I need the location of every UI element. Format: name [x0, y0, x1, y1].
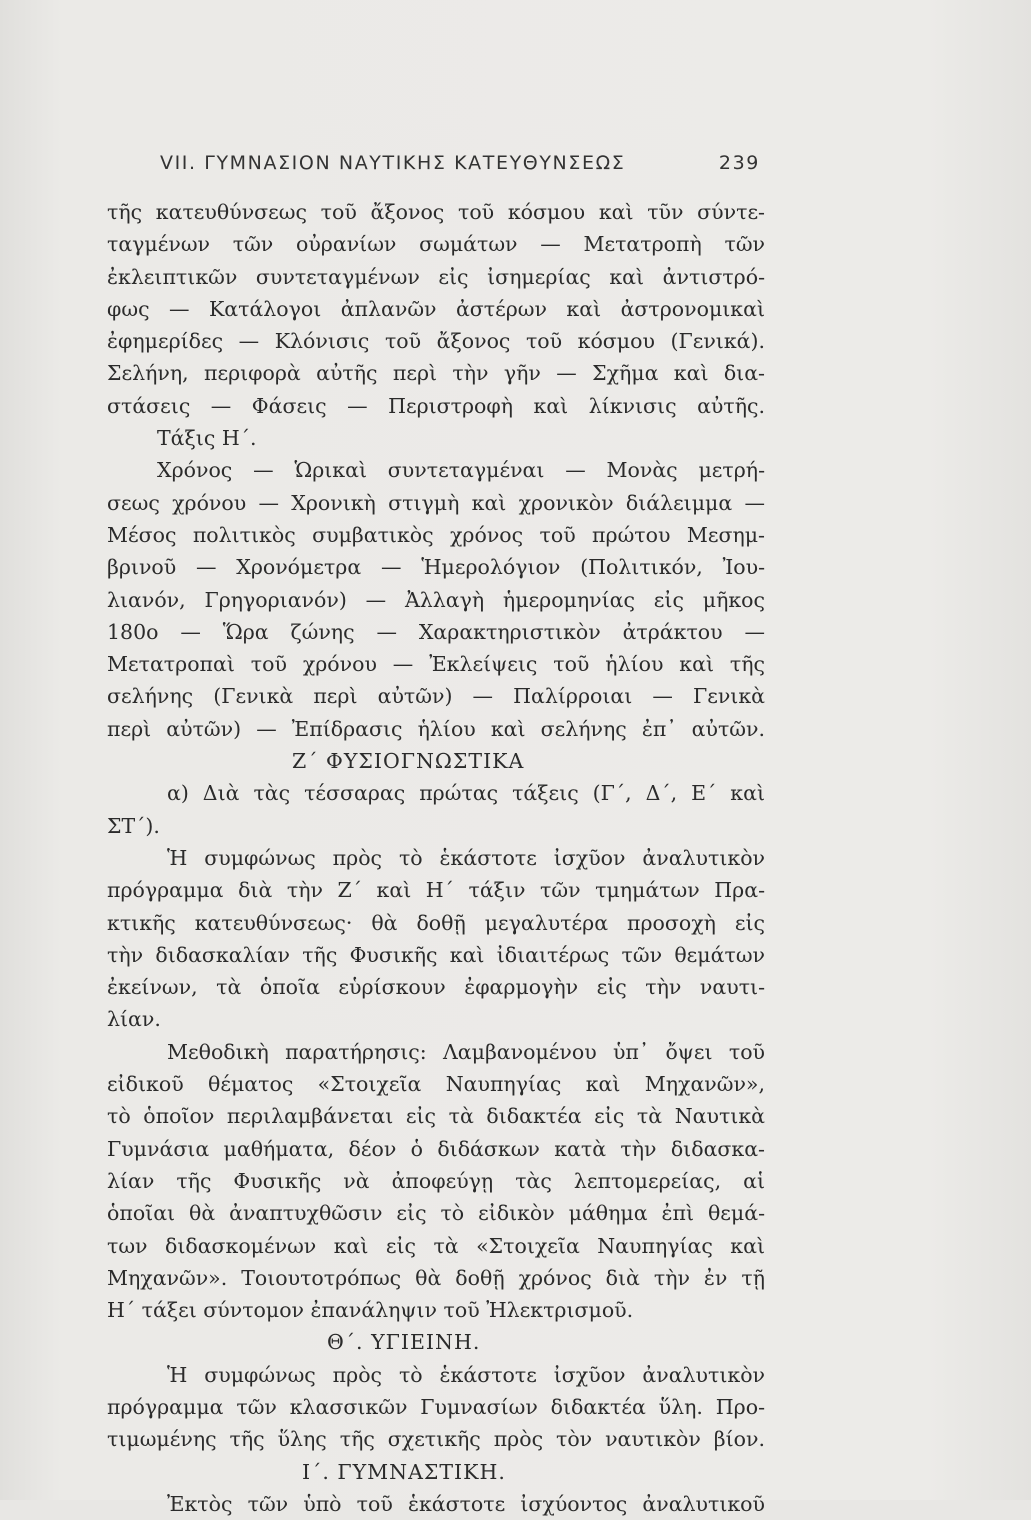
text-line: Μεθοδικὴ παρατήρησις: Λαμβανομένου ὑπ᾽ ὄψει τοῦ — [167, 1039, 765, 1064]
text-line: σελήνης (Γενικὰ περὶ αὐτῶν) — Παλίρροιαι — Γενικὰ — [107, 684, 765, 709]
text-line: Μετατροπαὶ τοῦ χρόνου — Ἐκλείψεις τοῦ ἡλίου καὶ τῆς — [107, 652, 765, 677]
text-line: εἰδικοῦ θέματος «Στοιχεῖα Ναυπηγίας καὶ Μηχανῶν», — [107, 1072, 765, 1097]
text-line: Ἡ συμφώνως πρὸς τὸ ἑκάστοτε ἰσχῦον ἀναλυτικὸν — [167, 1362, 765, 1387]
text-line: λίαν. — [107, 1007, 161, 1032]
text-line: λιανόν, Γρηγοριανόν) — Ἀλλαγὴ ἡμερομηνίας εἰς μῆκος — [107, 587, 765, 612]
text-line: Χρόνος — Ὡρικαὶ συντεταγμέναι — Μονὰς μετρή- — [157, 458, 765, 483]
text-line: 180ο — Ὥρα ζώνης — Χαρακτηριστικὸν ἀτράκτου — — [107, 619, 765, 644]
text-line: Ἐκτὸς τῶν ὑπὸ τοῦ ἑκάστοτε ἰσχύοντος ἀναλυτικοῦ — [167, 1491, 765, 1516]
text-line: κτικῆς κατευθύνσεως· θὰ δοθῇ μεγαλυτέρα προσοχὴ εἰς — [107, 910, 765, 935]
section-heading-ygieini: Θ΄. ΥΓΙΕΙΝΗ. — [327, 1330, 481, 1355]
text-line: πρόγραμμα διὰ τὴν Ζ΄ καὶ Η΄ τάξιν τῶν τμημάτων Πρα- — [107, 878, 765, 903]
text-line: Μέσος πολιτικὸς συμβατικὸς χρόνος τοῦ πρώτου Μεσημ- — [107, 522, 765, 547]
chapter-title: VII. ΓΥΜΝΑΣΙΟΝ ΝΑΥΤΙΚΗΣ ΚΑΤΕΥΘΥΝΣΕΩΣ — [160, 152, 626, 174]
text-line: ΣΤ΄). — [107, 813, 160, 838]
text-line: ὁποῖαι θὰ ἀναπτυχθῶσιν εἰς τὸ εἰδικὸν μάθημα ἐπὶ θεμά- — [107, 1201, 765, 1226]
text-line: φως — Κατάλογοι ἀπλανῶν ἀστέρων καὶ ἀστρονομικαὶ — [107, 296, 765, 321]
class-heading: Τάξις Η΄. — [157, 426, 257, 451]
text-line: Μηχανῶν». Τοιουτοτρόπως θὰ δοθῇ χρόνος διὰ τὴν ἐν τῇ — [107, 1265, 765, 1290]
section-heading-fysiognostika: Ζ΄ ΦΥΣΙΟΓΝΩΣΤΙΚΑ — [292, 749, 525, 774]
text-line: ταγμένων τῶν οὐρανίων σωμάτων — Μετατροπὴ τῶν — [107, 232, 765, 257]
text-line: των διδασκομένων καὶ εἰς τὰ «Στοιχεῖα Ναυπηγίας καὶ — [107, 1233, 765, 1258]
page-body — [107, 196, 765, 1520]
text-line: ἐφημερίδες — Κλόνισις τοῦ ἄξονος τοῦ κόσμου (Γενικά). — [107, 329, 765, 354]
text-line: Σελήνη, περιφορὰ αὐτῆς περὶ τὴν γῆν — Σχῆμα καὶ δια- — [107, 361, 765, 386]
page-number: 239 — [718, 152, 760, 174]
text-line: ἐκείνων, τὰ ὁποῖα εὑρίσκουν ἐφαρμογὴν εἰς τὴν ναυτι- — [107, 975, 765, 1000]
text-line: τιμωμένης τῆς ὕλης τῆς σχετικῆς πρὸς τὸν ναυτικὸν βίον. — [107, 1427, 765, 1452]
text-line: α) Διὰ τὰς τέσσαρας πρώτας τάξεις (Γ΄, Δ΄, Ε΄ καὶ — [167, 781, 765, 806]
text-line: τὸ ὁποῖον περιλαμβάνεται εἰς τὰ διδακτέα εἰς τὰ Ναυτικὰ — [107, 1104, 765, 1129]
text-line: τῆς κατευθύνσεως τοῦ ἄξονος τοῦ κόσμου καὶ τῦν σύντε- — [107, 200, 765, 224]
running-header — [160, 152, 760, 174]
text-line: βρινοῦ — Χρονόμετρα — Ἡμερολόγιον (Πολιτικόν, Ἰου- — [107, 555, 765, 580]
text-line: Ἡ συμφώνως πρὸς τὸ ἑκάστοτε ἰσχῦον ἀναλυτικὸν — [167, 845, 765, 870]
text-line: Γυμνάσια μαθήματα, δέον ὁ διδάσκων κατὰ τὴν διδασκα- — [107, 1136, 765, 1161]
text-line: ἐκλειπτικῶν συντεταγμένων εἰς ἰσημερίας καὶ ἀντιστρό- — [107, 264, 765, 289]
text-line: τὴν διδασκαλίαν τῆς Φυσικῆς καὶ ἰδιαιτέρως τῶν θεμάτων — [107, 942, 765, 967]
section-heading-gymnastiki: Ι΄. ΓΥΜΝΑΣΤΙΚΗ. — [302, 1459, 506, 1484]
text-line: λίαν τῆς Φυσικῆς νὰ ἀποφεύγῃ τὰς λεπτομερείας, αἱ — [107, 1168, 765, 1193]
text-line: σεως χρόνου — Χρονικὴ στιγμὴ καὶ χρονικὸν διάλειμμα — — [107, 490, 765, 515]
text-line: Η΄ τάξει σύντομον ἐπανάληψιν τοῦ Ἠλεκτρισμοῦ. — [107, 1298, 634, 1323]
text-line: περὶ αὐτῶν) — Ἐπίδρασις ἡλίου καὶ σελήνης ἐπ᾽ αὐτῶν. — [107, 716, 765, 741]
text-line: στάσεις — Φάσεις — Περιστροφὴ καὶ λίκνισις αὐτῆς. — [107, 393, 765, 418]
text-line: πρόγραμμα τῶν κλασσικῶν Γυμνασίων διδακτέα ὕλη. Προ- — [107, 1394, 765, 1419]
